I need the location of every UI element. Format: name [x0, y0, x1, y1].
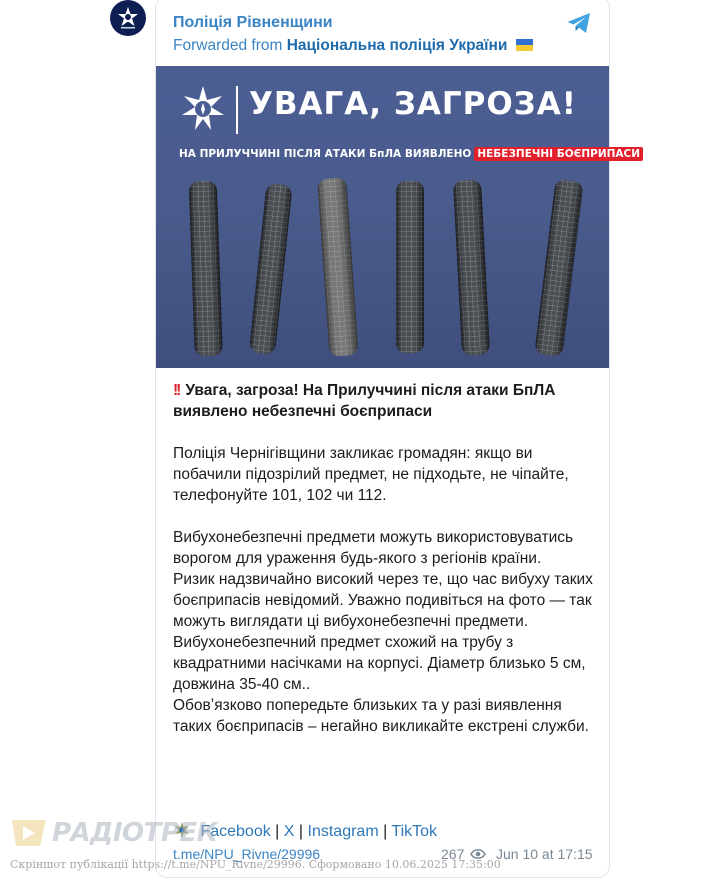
- ukraine-flag-icon: [516, 39, 533, 51]
- forwarded-prefix: Forwarded from: [173, 37, 283, 54]
- channel-avatar[interactable]: [110, 0, 146, 36]
- screenshot-caption: Скріншот публікації https://t.me/NPU_Rivne/29996. Сформовано 10.06.2025 17:35:00: [10, 858, 501, 871]
- tube-1: [189, 181, 223, 357]
- telegram-icon[interactable]: [566, 11, 592, 35]
- danger-badge: НЕБЕЗПЕЧНІ БОЄПРИПАСИ: [474, 147, 643, 161]
- double-exclamation-icon: !!: [173, 382, 180, 399]
- post-paragraph: Поліція Чернігівщини закликає громадян: якщо ви побачили підозрілий предмет, не підходьте, не чіпайте, телефонуйте 101, 102 чи 112.: [173, 445, 569, 504]
- tube-5: [453, 180, 490, 356]
- post-permalink[interactable]: t.me/NPU_Rivne/29996: [173, 846, 321, 862]
- post-body: [173, 380, 598, 737]
- link-separator: |: [298, 823, 304, 840]
- post-paragraph: Вибухонебезпечний предмет схожий на трубу з квадратними насічками на корпусі. Діаметр близько 5 см, довжина 35-40 см..: [173, 634, 586, 693]
- image-headline: УВАГА, ЗАГРОЗА!: [249, 86, 577, 122]
- forwarded-line: [173, 36, 593, 56]
- post-title: [173, 380, 598, 422]
- munition-tubes: [156, 66, 609, 368]
- channel-name-link[interactable]: Поліція Рівненщини: [173, 14, 333, 31]
- link-separator: |: [383, 823, 388, 840]
- telegram-post-card: [155, 0, 641, 878]
- police-star-icon: [115, 5, 141, 31]
- post-timestamp[interactable]: Jun 10 at 17:15: [496, 846, 593, 862]
- link-separator: |: [275, 823, 280, 840]
- view-count-value: 267: [441, 846, 465, 862]
- post-image[interactable]: [156, 66, 641, 368]
- radiotrek-logo-icon: [10, 816, 48, 850]
- post-header: [173, 11, 593, 56]
- x-link[interactable]: X: [283, 823, 295, 840]
- facebook-link[interactable]: Facebook: [200, 823, 271, 840]
- instagram-link[interactable]: Instagram: [307, 823, 379, 840]
- watermark-brand: РАДІОТРЕК: [52, 818, 218, 848]
- tube-6: [534, 179, 583, 357]
- tiktok-link[interactable]: TikTok: [391, 823, 438, 840]
- tube-2: [249, 183, 293, 355]
- post-paragraph: Вибухонебезпечні предмети можуть використовуватись ворогом для ураження будь-якого з регіонів країни.: [173, 529, 574, 567]
- post-title-text: Увага, загроза! На Прилуччині після атаки БпЛА виявлено небезпечні боєприпаси: [173, 382, 556, 420]
- tube-3: [317, 177, 358, 357]
- post-paragraph: Ризик надзвичайно високий через те, що час вибуху таких боєприпасів невідомий. Уважно подивіться на фото — так можуть виглядати ці вибухонебезпечні предмети.: [173, 571, 593, 630]
- forwarded-source-link[interactable]: Національна поліція України: [286, 37, 508, 54]
- image-subline-text: НА ПРИЛУЧЧИНІ ПІСЛЯ АТАКИ БпЛА ВИЯВЛЕНО: [179, 148, 472, 160]
- post-paragraph: Обовʼязково попередьте близьких та у разі виявлення таких боєприпасів – негайно викликайте екстрені служби.: [173, 697, 589, 735]
- radiotrek-watermark: [10, 816, 217, 850]
- tube-4: [396, 181, 424, 353]
